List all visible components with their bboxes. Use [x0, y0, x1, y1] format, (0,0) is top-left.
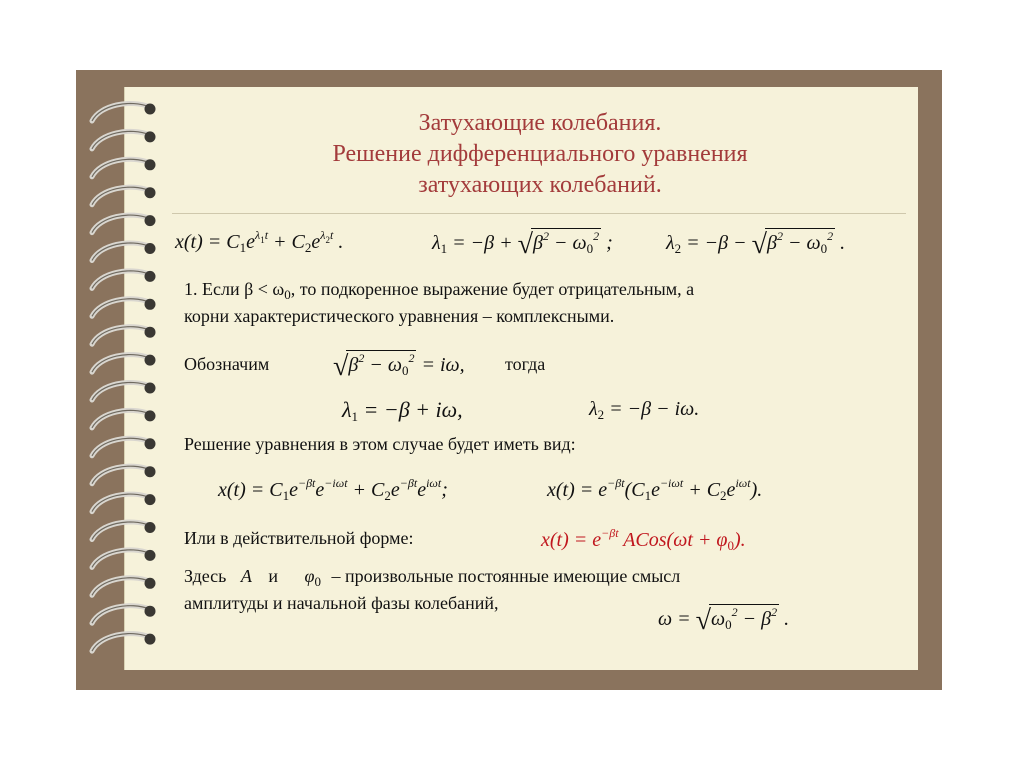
binding-hole [145, 438, 156, 449]
spiral-ring [92, 550, 150, 568]
spiral-ring [92, 466, 150, 484]
spiral-ring [92, 522, 150, 540]
spiral-ring [92, 243, 150, 261]
denote-label: Обозначим [184, 354, 270, 374]
formula-denote: $√\beta^2 - \omega_0^2 = i\omega$, [333, 351, 465, 382]
binding-hole [145, 243, 156, 254]
formula-general-solution: $x(t) = C_1e^{\lambda_1t} + C_2e^{\lambda_2t}$ . [175, 228, 344, 255]
formula-lambda2: $\lambda_2 = -\beta - √\beta^2 - \omega_0^2$ . [666, 229, 846, 260]
binding-hole [145, 606, 156, 617]
here-line-1: Здесь A и $\varphi_0$ – произвольные постоянные имеющие смысл [184, 566, 681, 589]
title-line-1: Затухающие колебания. [418, 110, 662, 136]
binding-hole [145, 159, 156, 170]
title-line-3: затухающих колебаний. [418, 172, 662, 198]
binding-hole [145, 578, 156, 589]
spiral-ring [92, 327, 150, 345]
spiral-ring [92, 215, 150, 233]
spiral-ring [92, 355, 150, 373]
solution-intro: Решение уравнения в этом случае будет иметь вид: [184, 434, 576, 454]
binding-hole [145, 410, 156, 421]
then-label: тогда [505, 354, 546, 374]
spiral-ring [92, 410, 150, 428]
spiral-ring [92, 438, 150, 456]
divider [172, 213, 906, 214]
binding-hole [145, 327, 156, 338]
case1-line-2: корни характеристического уравнения – комплексными. [184, 306, 615, 326]
binding-hole [145, 634, 156, 645]
slide-title [200, 108, 880, 201]
spiral-ring [92, 131, 150, 149]
case1-line-1: 1. Если $\beta < \omega_0$, то подкоренное выражение будет отрицательным, а [184, 279, 695, 302]
binding-hole [145, 550, 156, 561]
binding-hole [145, 271, 156, 282]
binding-hole [145, 104, 156, 115]
binding-hole [145, 299, 156, 310]
formula-omega: $\omega = √\omega_0^2 - \beta^2$ . [658, 605, 790, 636]
spiral-ring [92, 382, 150, 400]
binding-hole [145, 383, 156, 394]
binding-hole [145, 131, 156, 142]
spiral-ring [92, 299, 150, 317]
formula-lambda2-complex: $\lambda_2 = -\beta - i\omega$. [589, 398, 700, 422]
spiral-ring [92, 606, 150, 624]
spiral-ring [92, 634, 150, 652]
binding-hole [145, 466, 156, 477]
formula-lambda1: $\lambda_1 = -\beta + √\beta^2 - \omega_0^2$ ; [432, 229, 613, 260]
formula-lambda1-complex: $\lambda_1 = -\beta + i\omega$, [342, 397, 463, 424]
formula-complex-solution: $x(t) = C_1e^{-\beta t}e^{-i\omega t} + C_2e^{-\beta t}e^{i\omega t}$; [218, 476, 448, 503]
spiral-ring [92, 103, 150, 121]
binding-hole [145, 187, 156, 198]
spiral-ring [92, 187, 150, 205]
binding-hole [145, 494, 156, 505]
spiral-binding [0, 0, 200, 767]
here-line-2: амплитуды и начальной фазы колебаний, [184, 593, 499, 613]
binding-hole [145, 355, 156, 366]
formula-factored-solution: $x(t) = e^{-\beta t}(C_1e^{-i\omega t} + C_2e^{i\omega t})$. [547, 476, 763, 503]
formula-real-form: $x(t) = e^{-\beta t}$ ACos(ωt + $\varphi_0$). [541, 526, 746, 553]
binding-hole [145, 215, 156, 226]
spiral-ring [92, 159, 150, 177]
spiral-ring [92, 271, 150, 289]
real-form-label: Или в действительной форме: [184, 528, 414, 548]
spiral-ring [92, 578, 150, 596]
spiral-ring [92, 494, 150, 512]
title-line-2: Решение дифференциального уравнения [332, 141, 748, 167]
binding-hole [145, 522, 156, 533]
